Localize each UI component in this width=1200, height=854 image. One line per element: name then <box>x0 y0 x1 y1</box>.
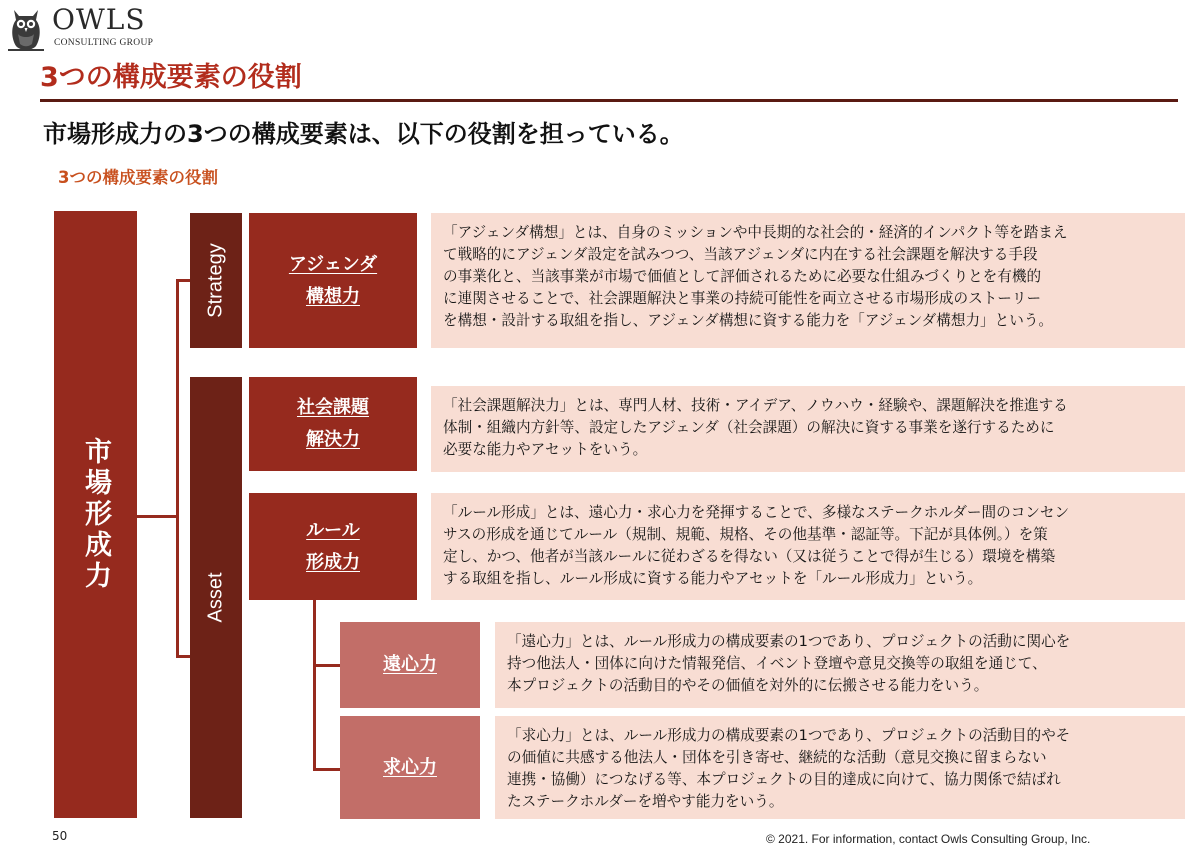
strategy-box <box>190 213 242 348</box>
social-issue-description <box>431 386 1185 472</box>
rule-formation-description <box>431 493 1185 600</box>
page-number: 50 <box>52 829 68 843</box>
connector-rule-spine <box>313 600 316 771</box>
desc-line: に連関させることで、社会課題解決と事業の持続可能性を両立させる市場形成のストーリー <box>443 290 1042 307</box>
owl-logo-icon <box>6 4 46 56</box>
copyright-notice: © 2021. For information, contact Owls Consulting Group, Inc. <box>766 832 1091 846</box>
centrifugal-box <box>340 622 480 708</box>
agenda-label-line1: アジェンダ <box>288 253 378 275</box>
connector-spine <box>176 279 179 657</box>
desc-line: 本プロジェクトの活動目的やその価値を対外的に伝搬させる能力をいう。 <box>507 677 989 694</box>
social-issue-box <box>249 377 417 471</box>
centripetal-label: 求心力 <box>383 756 437 778</box>
centripetal-description <box>495 716 1185 819</box>
agenda-description <box>431 213 1185 348</box>
agenda-label-line2: 構想力 <box>305 285 360 307</box>
desc-line: 「社会課題解決力」とは、専門人材、技術・アイデア、ノウハウ・経験や、課題解決を推進する <box>443 397 1068 414</box>
rule-formation-box <box>249 493 417 600</box>
desc-line: 持つ他法人・団体に向けた情報発信、イベント登壇や意見交換等の取組を通じて、 <box>507 655 1047 672</box>
social-issue-label-line2: 解決力 <box>306 429 360 450</box>
asset-box <box>190 377 242 818</box>
desc-line: サスの形成を通じてルール（規制、規範、規格、その他基準・認証等。下記が具体例。）を策 <box>443 526 1048 543</box>
connector-root <box>137 515 177 518</box>
centrifugal-label: 遠心力 <box>383 654 437 675</box>
section-heading: 3つの構成要素の役割 <box>58 168 218 187</box>
desc-line: の価値に共感する他法人・団体を引き寄せ、継続的な活動（意見交換に留まらない <box>507 749 1047 766</box>
desc-line: 「ルール形成」とは、遠心力・求心力を発揮することで、多様なステークホルダー間のコンセン <box>443 504 1070 521</box>
desc-line: 「求心力」とは、ルール形成力の構成要素の1つであり、プロジェクトの活動目的やそ <box>507 727 1071 744</box>
page-title: 3つの構成要素の役割 <box>40 62 302 93</box>
strategy-label: Strategy <box>204 243 227 318</box>
connector-kyushin <box>313 768 340 771</box>
centrifugal-description <box>495 622 1185 708</box>
connector-strategy <box>176 279 190 282</box>
rule-label-line2: 形成力 <box>306 551 360 573</box>
desc-line: を構想・設計する取組を指し、アジェンダ構想に資する能力を「アジェンダ構想力」という。 <box>443 312 1054 329</box>
market-formation-label: 市場形成力 <box>80 437 111 592</box>
desc-line: 「アジェンダ構想」とは、自身のミッションや中長期的な社会的・経済的インパクト等を踏まえ <box>443 224 1068 241</box>
agenda-box <box>249 213 417 348</box>
logo-subtitle: CONSULTING GROUP <box>54 38 154 48</box>
desc-line: 連携・協働）につなげる等、本プロジェクトの目的達成に向けて、協力関係で結ばれ <box>507 771 1061 788</box>
desc-line: 体制・組織内方針等、設定したアジェンダ（社会課題）の解決に資する事業を遂行するために <box>443 419 1055 436</box>
connector-asset <box>176 655 190 658</box>
logo-name: OWLS <box>52 3 146 36</box>
rule-label-line1: ルール <box>306 519 360 541</box>
desc-line: する取組を指し、ルール形成に資する能力やアセットを「ルール形成力」という。 <box>443 570 983 587</box>
desc-line: 必要な能力やアセットをいう。 <box>443 441 648 458</box>
asset-label: Asset <box>204 572 227 623</box>
market-formation-box <box>54 211 137 818</box>
title-divider <box>40 99 1178 102</box>
centripetal-box <box>340 716 480 819</box>
desc-line: の事業化と、当該事業が市場で価値として評価されるために必要な仕組みづくりとを有機的 <box>443 268 1042 285</box>
main-heading: 市場形成力の3つの構成要素は、以下の役割を担っている。 <box>43 120 684 148</box>
social-issue-label-line1: 社会課題 <box>297 397 369 418</box>
desc-line: て戦略的にアジェンダ設定を試みつつ、当該アジェンダに内在する社会課題を解決する手段 <box>443 246 1038 263</box>
desc-line: 「遠心力」とは、ルール形成力の構成要素の1つであり、プロジェクトの活動に関心を <box>507 633 1071 650</box>
desc-line: 定し、かつ、他者が当該ルールに従わざるを得ない（又は従うことで得が生じる）環境を構築 <box>443 548 1056 565</box>
desc-line: たステークホルダーを増やす能力をいう。 <box>507 793 784 810</box>
connector-enshin <box>313 664 340 667</box>
